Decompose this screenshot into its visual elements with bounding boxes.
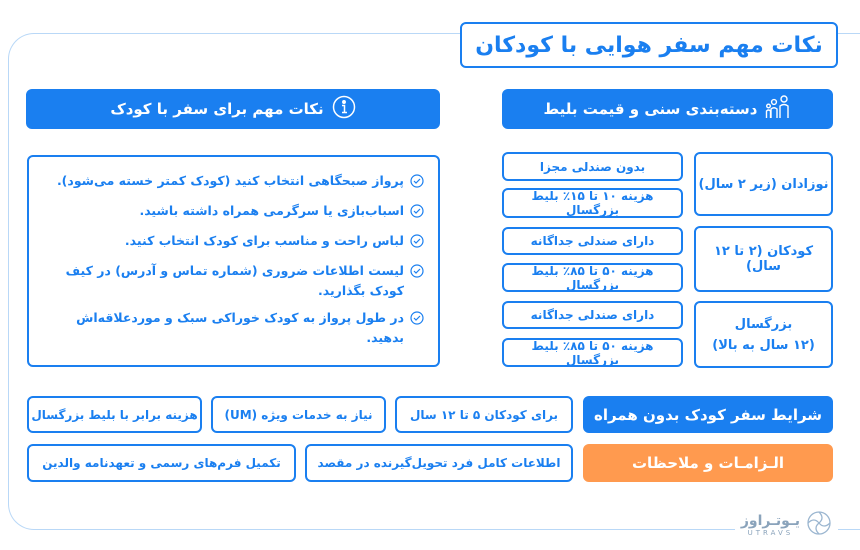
check-circle-icon xyxy=(410,311,424,331)
tips-section-title: نکات مهم برای سفر با کودک xyxy=(110,100,324,118)
unaccompanied-cost: هزینه برابر با بلیط بزرگسال xyxy=(27,396,202,433)
age-group-adults xyxy=(694,301,833,368)
unaccompanied-age: برای کودکان ۵ تا ۱۲ سال xyxy=(395,396,573,433)
check-circle-icon xyxy=(410,234,424,254)
tip-text: پرواز صبحگاهی انتخاب کنید (کودک کمتر خسته می‌شود). xyxy=(56,173,404,188)
infants-seat: بدون صندلی مجزا xyxy=(502,152,683,181)
page-title: نکات مهم سفر هوایی با کودکان xyxy=(460,22,838,68)
tip-item xyxy=(39,308,424,348)
tip-item xyxy=(39,231,424,254)
brand-logo xyxy=(735,510,838,540)
requirements-label: الـزامـات و ملاحظات xyxy=(583,444,833,482)
tip-item xyxy=(39,261,424,301)
tip-text: لیست اطلاعات ضروری (شماره تماس و آدرس) در کیف کودک بگذارید. xyxy=(65,263,404,298)
family-icon xyxy=(765,94,791,124)
logo-fa: یـوتـراوز xyxy=(740,513,800,529)
logo-mark-icon xyxy=(806,510,832,540)
adults-label: بزرگسال xyxy=(734,316,793,332)
check-circle-icon xyxy=(410,204,424,224)
tips-section-header xyxy=(26,89,440,129)
age-section-title: دسته‌بندی سنی و قیمت بلیط xyxy=(543,100,758,118)
tip-item xyxy=(39,171,424,194)
children-seat: دارای صندلی جداگانه xyxy=(502,227,683,255)
adults-seat: دارای صندلی جداگانه xyxy=(502,301,683,329)
tip-item xyxy=(39,201,424,224)
check-circle-icon xyxy=(410,264,424,284)
logo-text xyxy=(741,513,800,537)
tip-text: در طول پرواز به کودک خوراکی سبک و مورد‌علاقه‌اش بدهید. xyxy=(76,310,404,345)
logo-en: UTRAVS xyxy=(747,529,794,537)
tips-list xyxy=(27,155,440,367)
check-circle-icon xyxy=(410,174,424,194)
info-icon xyxy=(332,95,356,123)
tip-text: اسباب‌بازی یا سرگرمی همراه داشته باشید. xyxy=(139,203,404,218)
age-section-header xyxy=(502,89,833,129)
infants-cost: هزینه ۱۰ تا ۱۵٪ بلیط بزرگسال xyxy=(502,188,683,218)
requirement-forms: تکمیل فرم‌های رسمی و تعهدنامه والدین xyxy=(27,444,296,482)
requirement-receiver-info: اطلاعات کامل فرد تحویل‌گیرنده در مقصد xyxy=(305,444,573,482)
tip-text: لباس راحت و مناسب برای کودک انتخاب کنید. xyxy=(124,233,404,248)
age-group-children: کودکان (۲ تا ۱۲ سال) xyxy=(694,226,833,292)
unaccompanied-service: نیاز به خدمات ویژه (UM) xyxy=(211,396,386,433)
adults-age: (۱۲ سال به بالا) xyxy=(712,337,815,353)
adults-cost: هزینه ۵۰ تا ۸۵٪ بلیط بزرگسال xyxy=(502,338,683,367)
age-group-infants: نوزادان (زیر ۲ سال) xyxy=(694,152,833,216)
children-cost: هزینه ۵۰ تا ۸۵٪ بلیط بزرگسال xyxy=(502,263,683,292)
unaccompanied-label: شرایط سفر کودک بدون همراه xyxy=(583,396,833,433)
